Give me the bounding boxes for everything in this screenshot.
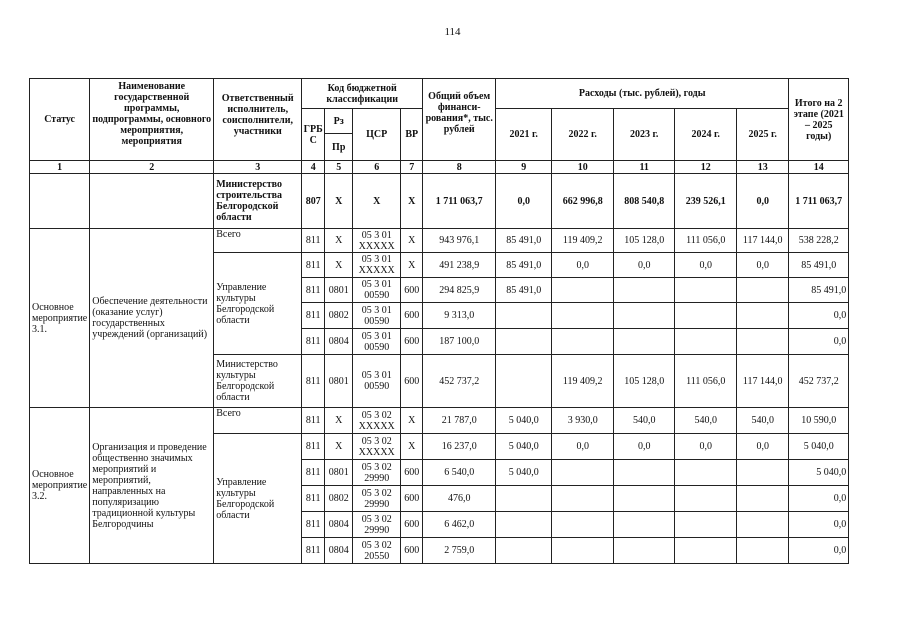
y2025-cell: 0,0 xyxy=(737,253,789,278)
csr-cell: 05 3 01 ХХХХХ xyxy=(353,253,401,278)
grbs-cell: 811 xyxy=(302,355,325,408)
itog-cell: 0,0 xyxy=(789,303,849,329)
y2022-cell: 662 996,8 xyxy=(552,174,614,229)
y2025-cell xyxy=(737,512,789,538)
header-grbs: ГРБС xyxy=(302,109,325,161)
y2023-cell: 808 540,8 xyxy=(614,174,675,229)
rz-cell: Х xyxy=(325,408,353,434)
header-2023: 2023 г. xyxy=(614,109,675,161)
col-number: 14 xyxy=(789,161,849,174)
y2024-cell xyxy=(675,278,737,303)
y2023-cell xyxy=(614,303,675,329)
responsible-cell: Всего xyxy=(214,229,302,253)
name-cell: Организация и проведение общественно значимых мероприятий и мероприятий, направленных на популяризацию традиционной культуры Белгородчины xyxy=(90,408,214,564)
itog-cell: 85 491,0 xyxy=(789,278,849,303)
grbs-cell: 811 xyxy=(302,303,325,329)
y2022-cell: 119 409,2 xyxy=(552,229,614,253)
csr-cell: 05 3 02 ХХХХХ xyxy=(353,408,401,434)
rz-cell: 0802 xyxy=(325,303,353,329)
y2024-cell xyxy=(675,486,737,512)
header-responsible: Ответственный исполнитель, соисполнители, участники xyxy=(214,79,302,161)
y2024-cell: 239 526,1 xyxy=(675,174,737,229)
csr-cell: 05 3 02 20550 xyxy=(353,538,401,564)
rz-cell: 0804 xyxy=(325,329,353,355)
csr-cell: Х xyxy=(353,174,401,229)
y2023-cell xyxy=(614,460,675,486)
header-itog: Итого на 2 этапе (2021 – 2025 годы) xyxy=(789,79,849,161)
y2021-cell: 5 040,0 xyxy=(496,434,552,460)
y2023-cell: 0,0 xyxy=(614,253,675,278)
col-number: 3 xyxy=(214,161,302,174)
col-number: 2 xyxy=(90,161,214,174)
grbs-cell: 811 xyxy=(302,278,325,303)
csr-cell: 05 3 01 00590 xyxy=(353,355,401,408)
page-number: 114 xyxy=(444,26,461,38)
csr-cell: 05 3 01 00590 xyxy=(353,278,401,303)
col-number: 10 xyxy=(552,161,614,174)
vr-cell: Х xyxy=(401,434,423,460)
y2022-cell xyxy=(552,512,614,538)
y2024-cell: 111 056,0 xyxy=(675,355,737,408)
itog-cell: 1 711 063,7 xyxy=(789,174,849,229)
y2025-cell: 117 144,0 xyxy=(737,355,789,408)
grbs-cell: 811 xyxy=(302,434,325,460)
itog-cell: 5 040,0 xyxy=(789,460,849,486)
y2024-cell xyxy=(675,460,737,486)
total-cell: 943 976,1 xyxy=(423,229,496,253)
y2022-cell xyxy=(552,329,614,355)
rz-cell: 0804 xyxy=(325,538,353,564)
y2025-cell: 117 144,0 xyxy=(737,229,789,253)
vr-cell: Х xyxy=(401,253,423,278)
y2021-cell xyxy=(496,486,552,512)
y2021-cell xyxy=(496,303,552,329)
y2024-cell xyxy=(675,303,737,329)
total-cell: 9 313,0 xyxy=(423,303,496,329)
y2023-cell: 105 128,0 xyxy=(614,355,675,408)
rz-cell: Х xyxy=(325,253,353,278)
y2024-cell xyxy=(675,512,737,538)
responsible-cell: Управление культуры Белгородской области xyxy=(214,434,302,564)
total-cell: 1 711 063,7 xyxy=(423,174,496,229)
itog-cell: 10 590,0 xyxy=(789,408,849,434)
status-cell: Основное мероприятие 3.2. xyxy=(30,408,90,564)
rz-cell: 0802 xyxy=(325,486,353,512)
y2025-cell: 0,0 xyxy=(737,434,789,460)
rz-cell: 0801 xyxy=(325,355,353,408)
total-cell: 294 825,9 xyxy=(423,278,496,303)
y2023-cell: 105 128,0 xyxy=(614,229,675,253)
y2022-cell xyxy=(552,486,614,512)
y2021-cell xyxy=(496,329,552,355)
total-cell: 21 787,0 xyxy=(423,408,496,434)
itog-cell: 0,0 xyxy=(789,512,849,538)
csr-cell: 05 3 02 29990 xyxy=(353,460,401,486)
vr-cell: 600 xyxy=(401,538,423,564)
vr-cell: 600 xyxy=(401,460,423,486)
y2024-cell: 0,0 xyxy=(675,434,737,460)
table-row-ministry xyxy=(30,174,849,229)
header-pr: Пр xyxy=(325,134,353,161)
header-row-1 xyxy=(30,79,849,109)
vr-cell: Х xyxy=(401,408,423,434)
header-2025: 2025 г. xyxy=(737,109,789,161)
y2025-cell xyxy=(737,460,789,486)
csr-cell: 05 3 02 29990 xyxy=(353,486,401,512)
y2021-cell xyxy=(496,355,552,408)
name-cell: Обеспечение деятельности (оказание услуг) государственных учреждений (организаций) xyxy=(90,229,214,408)
y2022-cell xyxy=(552,538,614,564)
status-cell xyxy=(30,174,90,229)
y2021-cell: 85 491,0 xyxy=(496,253,552,278)
csr-cell: 05 3 01 ХХХХХ xyxy=(353,229,401,253)
y2025-cell xyxy=(737,538,789,564)
vr-cell: Х xyxy=(401,229,423,253)
col-number: 8 xyxy=(423,161,496,174)
table-row xyxy=(30,408,849,434)
grbs-cell: 811 xyxy=(302,538,325,564)
col-number: 11 xyxy=(614,161,675,174)
total-cell: 6 462,0 xyxy=(423,512,496,538)
csr-cell: 05 3 02 29990 xyxy=(353,512,401,538)
y2021-cell: 5 040,0 xyxy=(496,460,552,486)
y2021-cell: 85 491,0 xyxy=(496,229,552,253)
y2024-cell: 540,0 xyxy=(675,408,737,434)
y2022-cell: 3 930,0 xyxy=(552,408,614,434)
y2023-cell: 540,0 xyxy=(614,408,675,434)
total-cell: 452 737,2 xyxy=(423,355,496,408)
grbs-cell: 811 xyxy=(302,460,325,486)
table-row xyxy=(30,229,849,253)
y2021-cell xyxy=(496,538,552,564)
y2021-cell xyxy=(496,512,552,538)
y2023-cell: 0,0 xyxy=(614,434,675,460)
vr-cell: 600 xyxy=(401,486,423,512)
y2025-cell xyxy=(737,329,789,355)
y2023-cell xyxy=(614,329,675,355)
itog-cell: 85 491,0 xyxy=(789,253,849,278)
header-status: Статус xyxy=(30,79,90,161)
vr-cell: Х xyxy=(401,174,423,229)
grbs-cell: 811 xyxy=(302,253,325,278)
rz-cell: 0804 xyxy=(325,512,353,538)
total-cell: 2 759,0 xyxy=(423,538,496,564)
total-cell: 187 100,0 xyxy=(423,329,496,355)
name-cell xyxy=(90,174,214,229)
header-budget-code: Код бюджетной классификации xyxy=(302,79,423,109)
y2024-cell: 0,0 xyxy=(675,253,737,278)
itog-cell: 0,0 xyxy=(789,329,849,355)
y2024-cell xyxy=(675,538,737,564)
grbs-cell: 807 xyxy=(302,174,325,229)
budget-table xyxy=(29,78,849,564)
total-cell: 476,0 xyxy=(423,486,496,512)
header-2021: 2021 г. xyxy=(496,109,552,161)
y2023-cell xyxy=(614,538,675,564)
y2023-cell xyxy=(614,278,675,303)
y2022-cell: 0,0 xyxy=(552,253,614,278)
responsible-cell: Министерство культуры Белгородской области xyxy=(214,355,302,408)
y2022-cell xyxy=(552,303,614,329)
col-number: 12 xyxy=(675,161,737,174)
csr-cell: 05 3 01 00590 xyxy=(353,303,401,329)
itog-cell: 5 040,0 xyxy=(789,434,849,460)
rz-cell: 0801 xyxy=(325,460,353,486)
status-cell: Основное мероприятие 3.1. xyxy=(30,229,90,408)
col-number: 4 xyxy=(302,161,325,174)
total-cell: 16 237,0 xyxy=(423,434,496,460)
y2021-cell: 5 040,0 xyxy=(496,408,552,434)
grbs-cell: 811 xyxy=(302,408,325,434)
y2022-cell xyxy=(552,278,614,303)
column-number-row xyxy=(30,161,849,174)
header-2024: 2024 г. xyxy=(675,109,737,161)
y2021-cell: 0,0 xyxy=(496,174,552,229)
y2024-cell xyxy=(675,329,737,355)
header-name: Наименование государственной программы, подпрограммы, основного мероприятия, мероприятия xyxy=(90,79,214,161)
col-number: 7 xyxy=(401,161,423,174)
y2025-cell: 540,0 xyxy=(737,408,789,434)
grbs-cell: 811 xyxy=(302,229,325,253)
itog-cell: 0,0 xyxy=(789,486,849,512)
total-cell: 491 238,9 xyxy=(423,253,496,278)
vr-cell: 600 xyxy=(401,278,423,303)
y2024-cell: 111 056,0 xyxy=(675,229,737,253)
vr-cell: 600 xyxy=(401,355,423,408)
header-2022: 2022 г. xyxy=(552,109,614,161)
y2025-cell xyxy=(737,278,789,303)
col-number: 13 xyxy=(737,161,789,174)
vr-cell: 600 xyxy=(401,329,423,355)
vr-cell: 600 xyxy=(401,303,423,329)
total-cell: 6 540,0 xyxy=(423,460,496,486)
header-expenses: Расходы (тыс. рублей), годы xyxy=(496,79,789,109)
y2022-cell: 119 409,2 xyxy=(552,355,614,408)
y2025-cell xyxy=(737,486,789,512)
itog-cell: 538 228,2 xyxy=(789,229,849,253)
y2023-cell xyxy=(614,512,675,538)
rz-cell: Х xyxy=(325,174,353,229)
rz-cell: Х xyxy=(325,229,353,253)
itog-cell: 0,0 xyxy=(789,538,849,564)
y2023-cell xyxy=(614,486,675,512)
rz-cell: Х xyxy=(325,434,353,460)
responsible-cell: Министерство строительства Белгородской области xyxy=(214,174,302,229)
col-number: 6 xyxy=(353,161,401,174)
responsible-cell: Управление культуры Белгородской области xyxy=(214,253,302,355)
csr-cell: 05 3 02 ХХХХХ xyxy=(353,434,401,460)
itog-cell: 452 737,2 xyxy=(789,355,849,408)
y2021-cell: 85 491,0 xyxy=(496,278,552,303)
header-rz: Рз xyxy=(325,109,353,134)
csr-cell: 05 3 01 00590 xyxy=(353,329,401,355)
col-number: 9 xyxy=(496,161,552,174)
col-number: 5 xyxy=(325,161,353,174)
header-vr: ВР xyxy=(401,109,423,161)
grbs-cell: 811 xyxy=(302,329,325,355)
responsible-cell: Всего xyxy=(214,408,302,434)
grbs-cell: 811 xyxy=(302,486,325,512)
y2022-cell: 0,0 xyxy=(552,434,614,460)
vr-cell: 600 xyxy=(401,512,423,538)
col-number: 1 xyxy=(30,161,90,174)
y2025-cell: 0,0 xyxy=(737,174,789,229)
y2022-cell xyxy=(552,460,614,486)
header-total-volume: Общий объем финанси- рования*, тыс. рублей xyxy=(423,79,496,161)
rz-cell: 0801 xyxy=(325,278,353,303)
grbs-cell: 811 xyxy=(302,512,325,538)
header-csr: ЦСР xyxy=(353,109,401,161)
y2025-cell xyxy=(737,303,789,329)
